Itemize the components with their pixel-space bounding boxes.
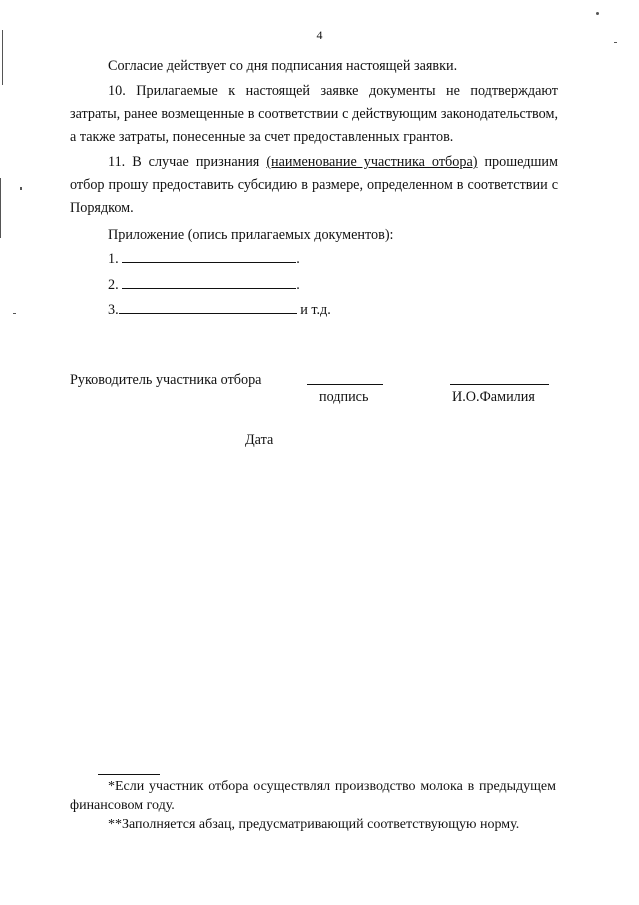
scan-edge-mark xyxy=(2,30,3,85)
appendix-item-end: и т.д. xyxy=(296,302,331,318)
footnote-1: *Если участник отбора осуществлял производство молока в предыдущем финансовом году. xyxy=(70,779,556,813)
footnote-divider xyxy=(98,774,160,775)
appendix-item-3 xyxy=(108,299,331,322)
scan-edge-mark xyxy=(13,313,16,314)
appendix-blank-line xyxy=(122,248,296,263)
signature-line xyxy=(307,384,383,385)
item-11-suffix: прошедшим отбор прошу предоставить субсидию в размере, определенном в соответствии с Порядком. xyxy=(70,154,558,216)
appendix-item-number: 3. xyxy=(108,302,119,318)
name-caption: И.О.Фамилия xyxy=(452,389,535,405)
appendix-item-number: 1. xyxy=(108,251,119,267)
appendix-item-1 xyxy=(108,248,300,271)
item-11-prefix: 11. В случае признания xyxy=(108,154,267,170)
item-11-paragraph xyxy=(70,151,558,220)
page-number: 4 xyxy=(316,28,323,42)
signer-label: Руководитель участника отбора xyxy=(70,372,262,388)
item-10-paragraph: 10. Прилагаемые к настоящей заявке документы не подтверждают затраты, ранее возмещенные в соответствии с действующим законодательством, а также затраты, понесенные за счет предоставленных грантов. xyxy=(70,83,558,145)
participant-name-placeholder: (наименование участника отбора) xyxy=(266,154,478,170)
scan-edge-mark xyxy=(614,42,617,43)
date-label: Дата xyxy=(245,432,274,448)
appendix-item-end: . xyxy=(296,251,300,267)
footnote-2: **Заполняется абзац, предусматривающий соответствующую норму. xyxy=(108,817,520,832)
appendix-item-2 xyxy=(108,274,300,297)
appendix-title: Приложение (опись прилагаемых документов): xyxy=(108,227,394,243)
appendix-item-end: . xyxy=(296,277,300,293)
consent-paragraph: Согласие действует со дня подписания настоящей заявки. xyxy=(108,58,458,74)
appendix-blank-line xyxy=(119,299,297,314)
scan-edge-mark xyxy=(596,12,599,15)
signature-caption: подпись xyxy=(319,389,369,405)
name-line xyxy=(450,384,549,385)
scan-edge-mark xyxy=(20,187,22,190)
appendix-blank-line xyxy=(122,274,296,289)
appendix-item-number: 2. xyxy=(108,277,119,293)
scan-edge-mark xyxy=(0,178,1,238)
